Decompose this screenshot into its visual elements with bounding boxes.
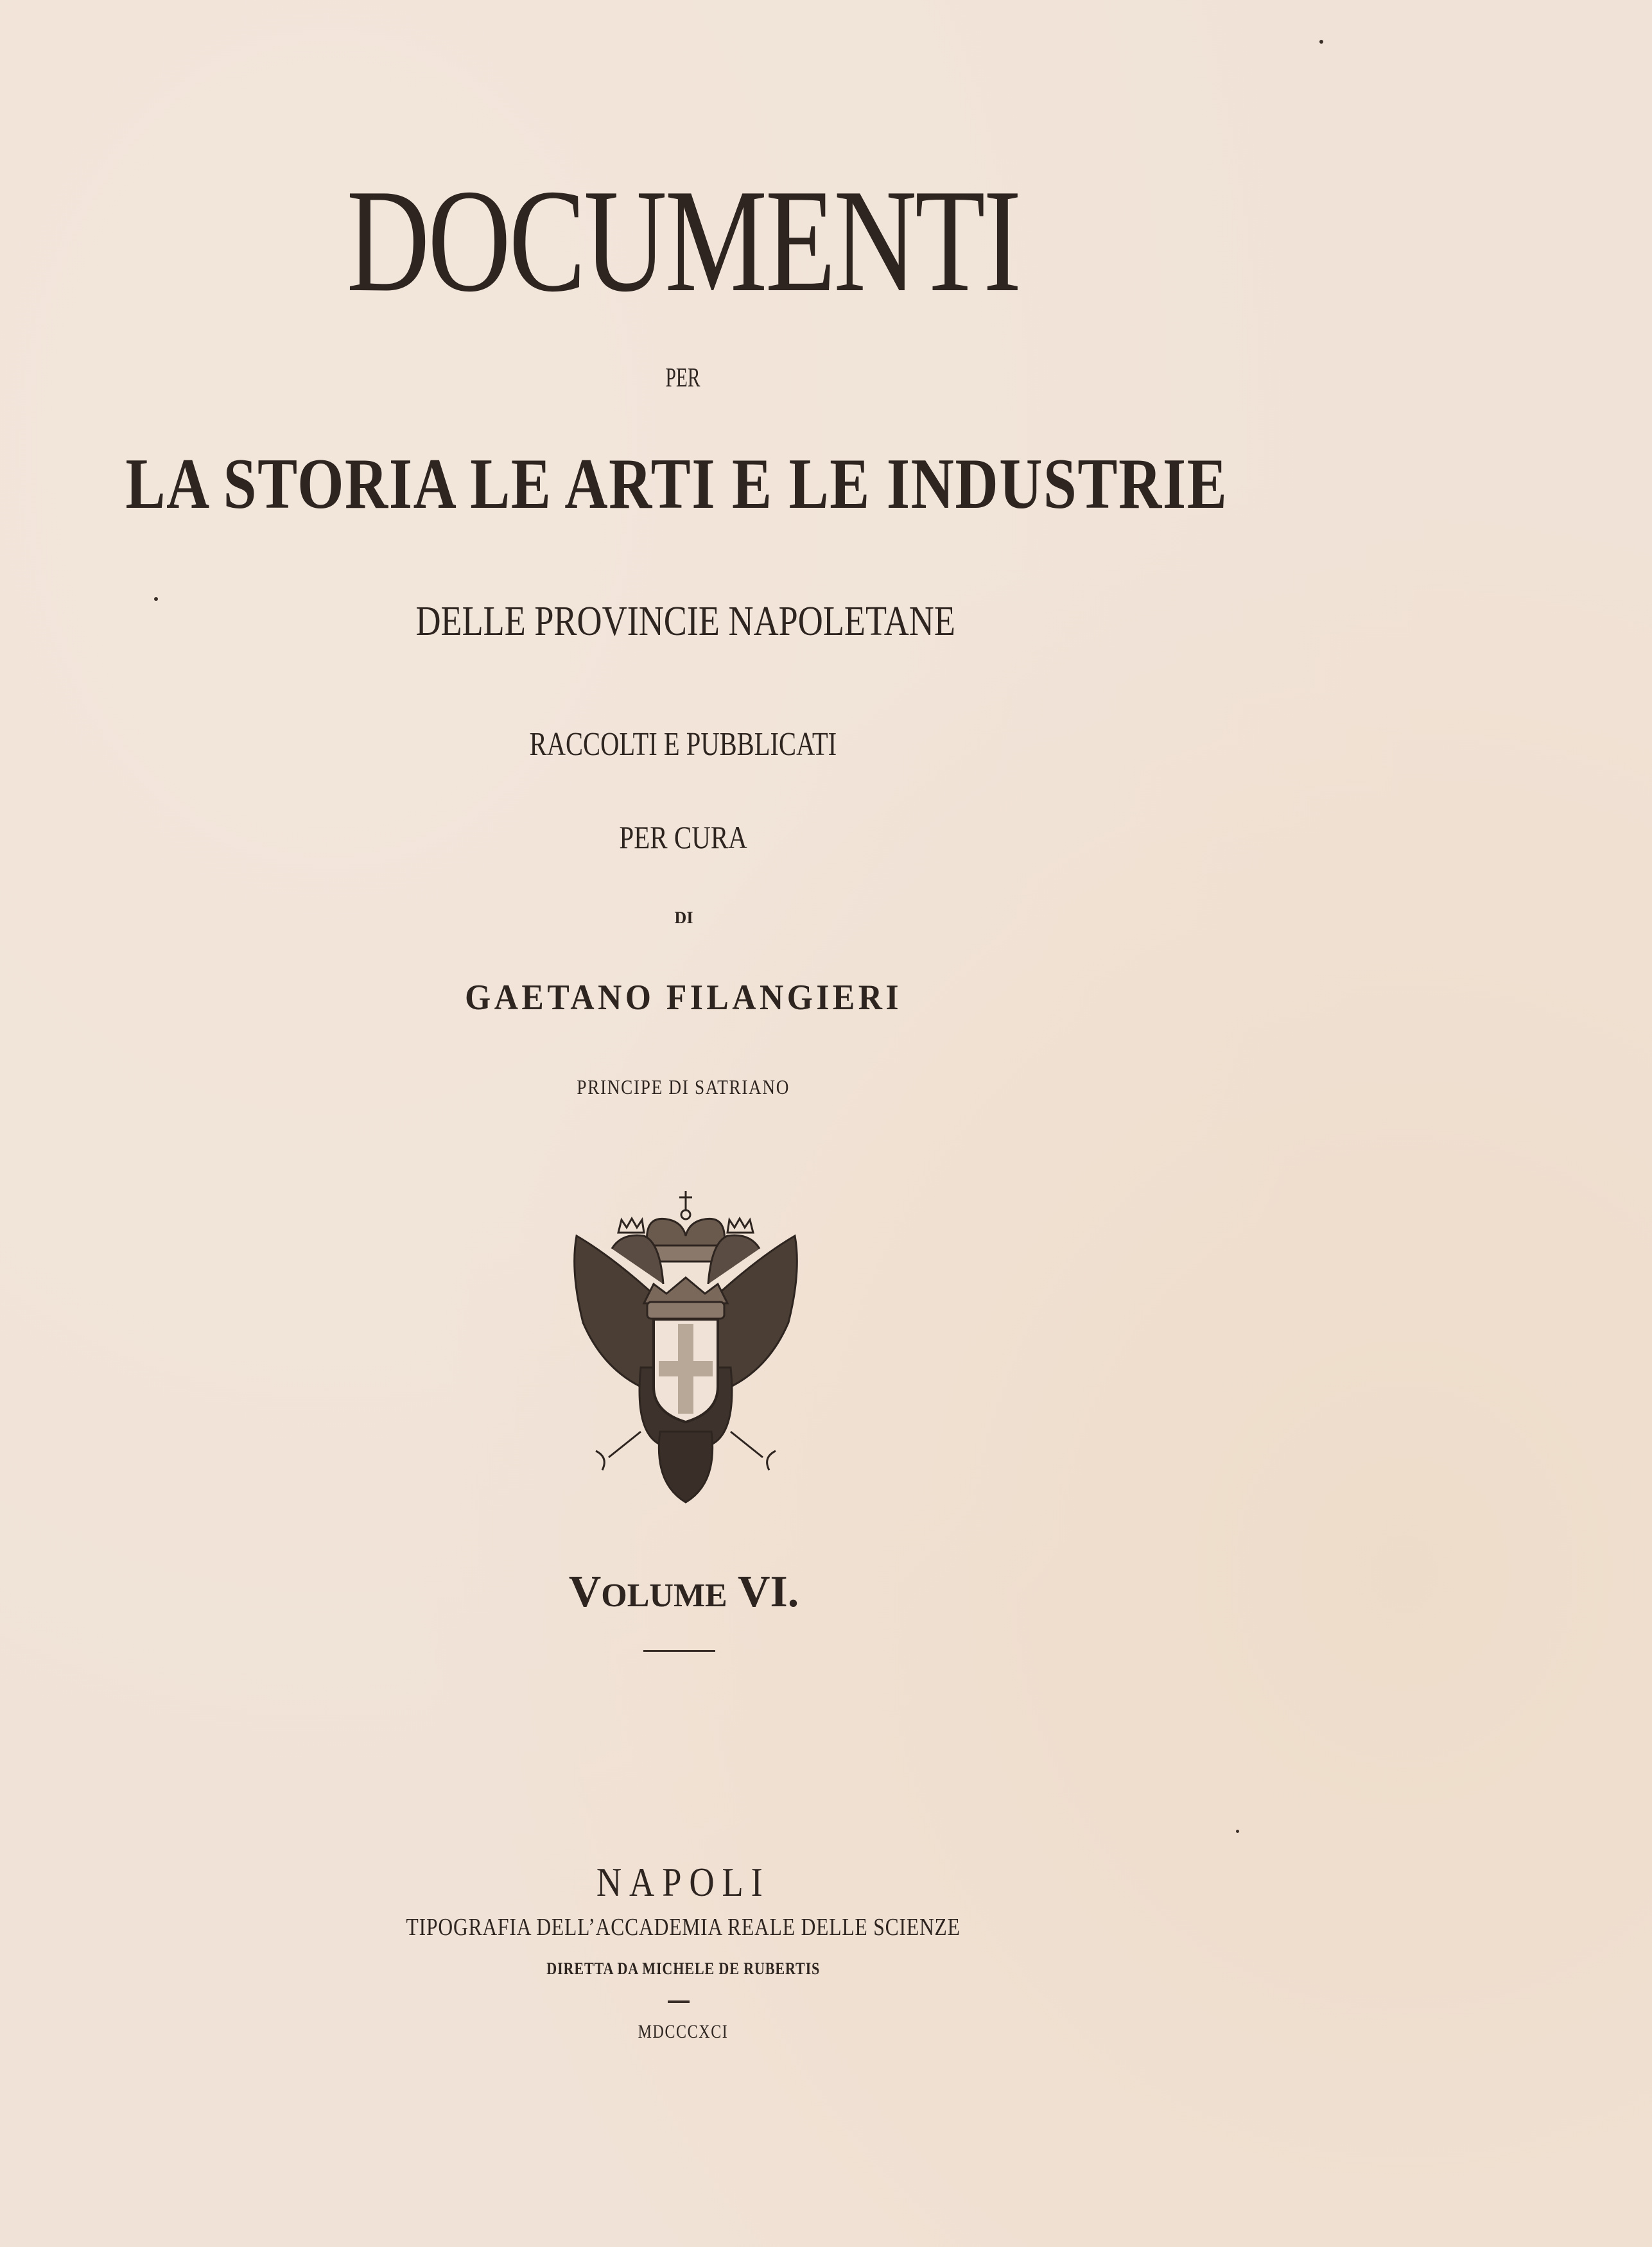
author-name: GAETANO FILANGIERI — [465, 978, 903, 1018]
paper-speck — [154, 597, 158, 601]
volume-word: OLUME — [601, 1577, 727, 1614]
volume-label — [0, 1566, 1368, 1618]
book-title: DOCUMENTI — [346, 159, 1020, 322]
author-title: PRINCIPE DI SATRIANO — [577, 1075, 790, 1098]
imprint-dash — [668, 2000, 690, 2003]
imprint-year: MDCCCXCI — [638, 2021, 729, 2042]
imprint-city: NAPOLI — [596, 1859, 770, 1905]
divider-rule — [643, 1650, 715, 1652]
volume-initial: V — [568, 1567, 602, 1617]
imprint-printer: TIPOGRAFIA DELL’ACCADEMIA REALE DELLE SCIENZE — [406, 1914, 961, 1941]
by-line: DI — [674, 908, 693, 927]
paper-speck — [1236, 1830, 1239, 1833]
care-of-line: PER CURA — [619, 819, 747, 855]
region-line: DELLE PROVINCIE NAPOLETANE — [415, 598, 955, 645]
volume-number: VI. — [737, 1567, 799, 1617]
book-subtitle: LA STORIA LE ARTI E LE INDUSTRIE — [125, 444, 1228, 524]
connector-per: PER — [665, 363, 700, 393]
collected-line: RACCOLTI E PUBBLICATI — [529, 726, 837, 763]
paper-speck — [1319, 40, 1323, 44]
double-headed-eagle-crest-icon — [557, 1175, 814, 1509]
imprint-director: DIRETTA DA MICHELE DE RUBERTIS — [546, 1959, 821, 1978]
